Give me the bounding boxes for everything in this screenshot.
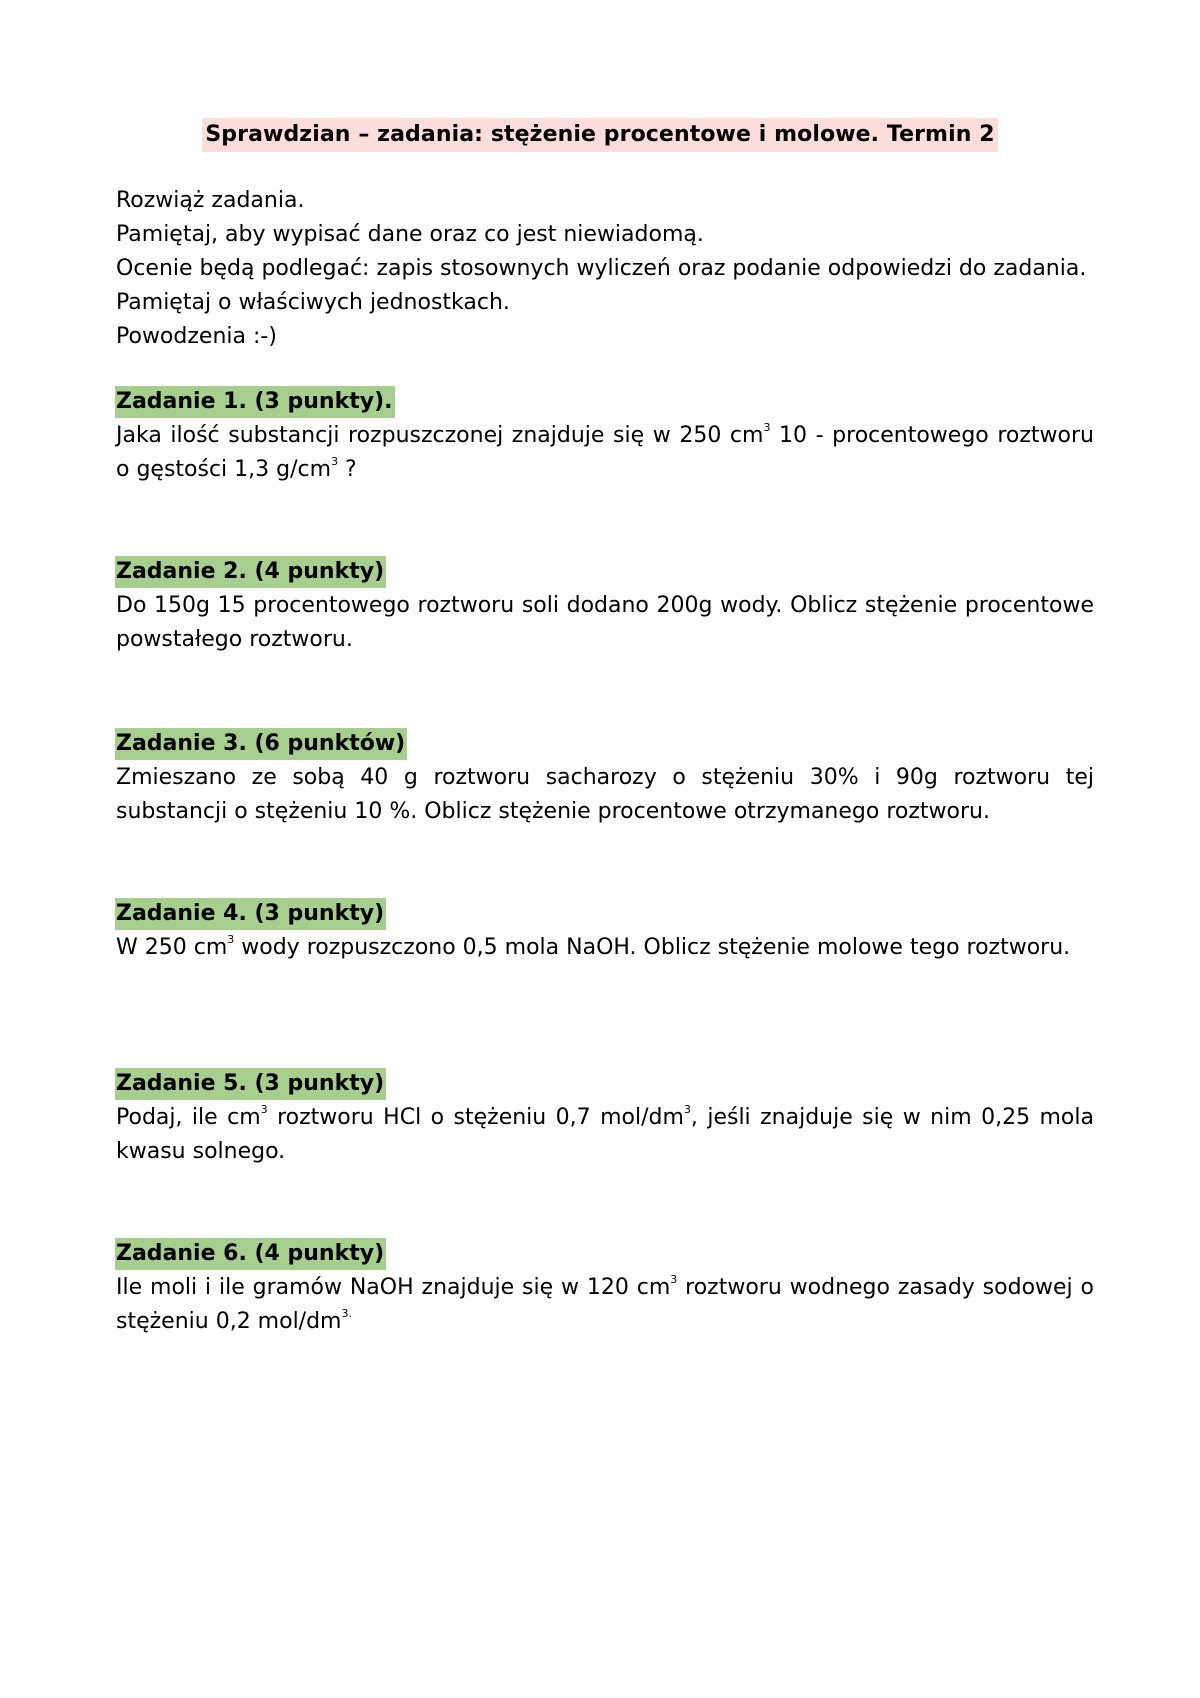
- task-text: Jaka ilość substancji rozpuszczonej znajduje się w 250 cm: [116, 423, 764, 448]
- task-text: ?: [338, 457, 357, 482]
- task-text: Podaj, ile cm: [116, 1105, 261, 1130]
- task-text: , jeśli znajduje się w nim 0,25 mola kwasu solnego.: [116, 1105, 1094, 1164]
- task-2-body: [116, 589, 1094, 657]
- task-3: [116, 728, 1094, 829]
- task-text: Ile moli i ile gramów NaOH znajduje się w 120 cm: [116, 1275, 671, 1300]
- superscript: 3: [763, 421, 771, 434]
- task-5-header: Zadanie 5. (3 punkty): [115, 1068, 386, 1100]
- task-5-body: [116, 1101, 1094, 1169]
- task-1-body: [116, 419, 1094, 487]
- title-row: [0, 118, 1200, 152]
- task-5: [116, 1068, 1094, 1169]
- instruction-line: Pamiętaj o właściwych jednostkach.: [116, 290, 510, 315]
- task-text: W 250 cm: [116, 935, 228, 960]
- superscript: 3: [227, 933, 235, 946]
- task-text: Do 150g 15 procentowego roztworu soli dodano 200g wody. Oblicz stężenie procentowe powstałego roztworu.: [116, 593, 1094, 652]
- superscript: 3: [683, 1103, 691, 1116]
- instruction-line: Pamiętaj, aby wypisać dane oraz co jest niewiadomą.: [116, 222, 704, 247]
- instruction-line: Ocenie będą podlegać: zapis stosownych wyliczeń oraz podanie odpowiedzi do zadania.: [116, 256, 1087, 281]
- task-4-body: [116, 931, 1094, 965]
- superscript: 3.: [341, 1307, 352, 1320]
- task-2: [116, 556, 1094, 657]
- task-6-header: Zadanie 6. (4 punkty): [115, 1238, 386, 1270]
- superscript: 3: [260, 1103, 268, 1116]
- task-1-header: Zadanie 1. (3 punkty).: [115, 386, 395, 418]
- task-4: [116, 898, 1094, 965]
- task-2-header: Zadanie 2. (4 punkty): [115, 556, 386, 588]
- task-text: Zmieszano ze sobą 40 g roztworu sacharozy o stężeniu 30% i 90g roztworu tej substancji o stężeniu 10 %. Oblicz stężenie procentowe otrzymanego roztworu.: [116, 765, 1094, 824]
- superscript: 3: [670, 1273, 678, 1286]
- task-3-header: Zadanie 3. (6 punktów): [115, 728, 407, 760]
- task-6: [116, 1238, 1094, 1339]
- task-text: roztworu HCl o stężeniu 0,7 mol/dm: [267, 1105, 684, 1130]
- task-4-header: Zadanie 4. (3 punkty): [115, 898, 386, 930]
- instruction-line: Rozwiąż zadania.: [116, 188, 305, 213]
- task-6-body: [116, 1271, 1094, 1339]
- instruction-line: Powodzenia :-): [116, 324, 277, 349]
- task-text: roztworu wodnego zasady sodowej o stężeniu 0,2 mol/dm: [116, 1275, 1095, 1334]
- task-text: 10 - procentowego roztworu o gęstości 1,3 g/cm: [116, 423, 1094, 482]
- task-3-body: [116, 761, 1094, 829]
- document-title: Sprawdzian – zadania: stężenie procentowe i molowe. Termin 2: [202, 118, 997, 152]
- task-text: wody rozpuszczono 0,5 mola NaOH. Oblicz stężenie molowe tego roztworu.: [234, 935, 1071, 960]
- instructions: [116, 184, 1096, 354]
- superscript: 3: [331, 455, 339, 468]
- task-1: [116, 386, 1094, 487]
